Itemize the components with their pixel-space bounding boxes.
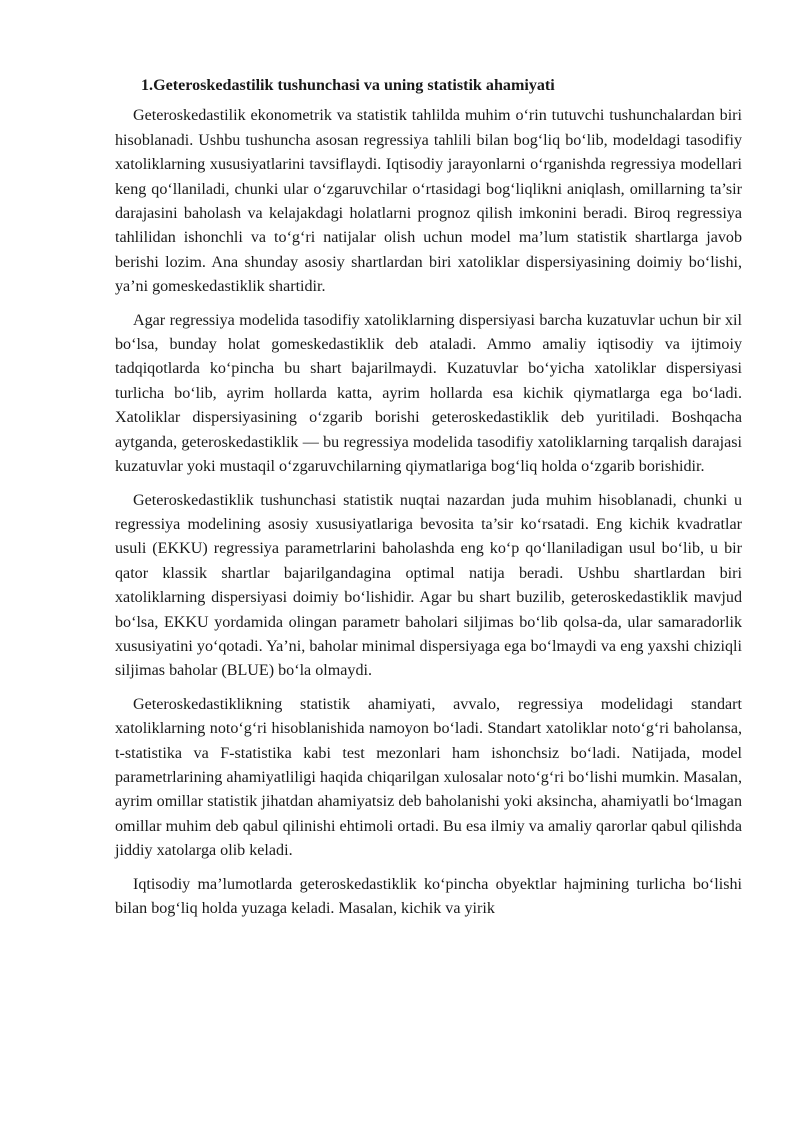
paragraph-1: Geteroskedastilik ekonometrik va statistik tahlilda muhim o‘rin tutuvchi tushunchalardan biri hisoblanadi. Ushbu tushuncha asosan regressiya tahlili bilan bog‘liq bo‘lib, modeldagi tasodifiy xatoliklarning xususiyatlarini tavsiflaydi. Iqtisodiy jarayonlarni o‘rganishda regressiya modellari keng qo‘llaniladi, chunki ular o‘zgaruvchilar o‘rtasidagi bog‘liqlikni aniqlash, omillarning ta’sir darajasini baholash va kelajakdagi holatlarni prognoz qilish imkonini beradi. Biroq regressiya tahlilidan ishonchli va to‘g‘ri natijalar olish uchun model ma’lum statistik shartlarga javob berishi lozim. Ana shunday asosiy shartlardan biri xatoliklar dispersiyasining doimiy bo‘lishi, ya’ni gomeskedastiklik shartidir.	[115, 107, 742, 296]
paragraph-4: Geteroskedastiklikning statistik ahamiyati, avvalo, regressiya modelidagi standart xatoliklarning noto‘g‘ri hisoblanishida namoyon bo‘ladi. Standart xatoliklar noto‘g‘ri baholansa, t-statistika va F-statistika kabi test mezonlari ham ishonchsiz bo‘ladi. Natijada, model parametrlarining ahamiyatliligi haqida chiqarilgan xulosalar noto‘g‘ri bo‘lishi mumkin. Masalan, ayrim omillar statistik jihatdan ahamiyatsiz deb baholanishi yoki aksincha, ahamiyatli bo‘lmagan omillar muhim deb qabul qilinishi ehtimoli ortadi. Bu esa ilmiy va amaliy qarorlar qabul qilishda jiddiy xatolarga olib keladi.	[115, 695, 742, 860]
paragraph-2: Agar regressiya modelida tasodifiy xatoliklarning dispersiyasi barcha kuzatuvlar uchun bir xil bo‘lsa, bunday holat gomeskedastiklik deb ataladi. Ammo amaliy iqtisodiy va ijtimoiy tadqiqotlarda ko‘pincha bu shart bajarilmaydi. Kuzatuvlar bo‘yicha xatoliklar dispersiyasi turlicha bo‘lib, ayrim hollarda katta, ayrim hollarda esa kichik qiymatlarga ega bo‘ladi. Xatoliklar dispersiyasining o‘zgarib borishi geteroskedastiklik deb yuritiladi. Boshqacha aytganda, geteroskedastiklik — bu regressiya modelida tasodifiy xatoliklarning tarqalish darajasi kuzatuvlar yoki mustaqil o‘zgaruvchilarning qiymatlariga bog‘liq holda o‘zgarib borishidir.	[115, 311, 742, 476]
paragraph-3: Geteroskedastiklik tushunchasi statistik nuqtai nazardan juda muhim hisoblanadi, chunki u regressiya modelining asosiy xususiyatlariga bevosita ta’sir ko‘rsatadi. Eng kichik kvadratlar usuli (EKKU) regressiya parametrlarini baholashda eng ko‘p qo‘llaniladigan usul bo‘lib, u bir qator klassik shartlar bajarilgandagina optimal natija beradi. Ushbu shartlardan biri xatoliklarning dispersiyasi doimiy bo‘lishidir. Agar bu shart buzilib, geteroskedastiklik mavjud bo‘lsa, EKKU yordamida olingan parametr baholari siljimas bo‘lib qolsa-da, ular samaradorlik xususiyatini yo‘qotadi. Ya’ni, baholar minimal dispersiyaga ega bo‘lmaydi va eng yaxshi chiziqli siljimas baholar (BLUE) bo‘la olmaydi.	[115, 491, 742, 680]
document-body	[115, 74, 742, 930]
paragraph-5: Iqtisodiy ma’lumotlarda geteroskedastiklik ko‘pincha obyektlar hajmining turlicha bo‘lishi bilan bog‘liq holda yuzaga keladi. Masalan, kichik va yirik	[115, 875, 742, 917]
section-heading: 1.Geteroskedastilik tushunchasi va uning statistik ahamiyati	[141, 77, 555, 94]
